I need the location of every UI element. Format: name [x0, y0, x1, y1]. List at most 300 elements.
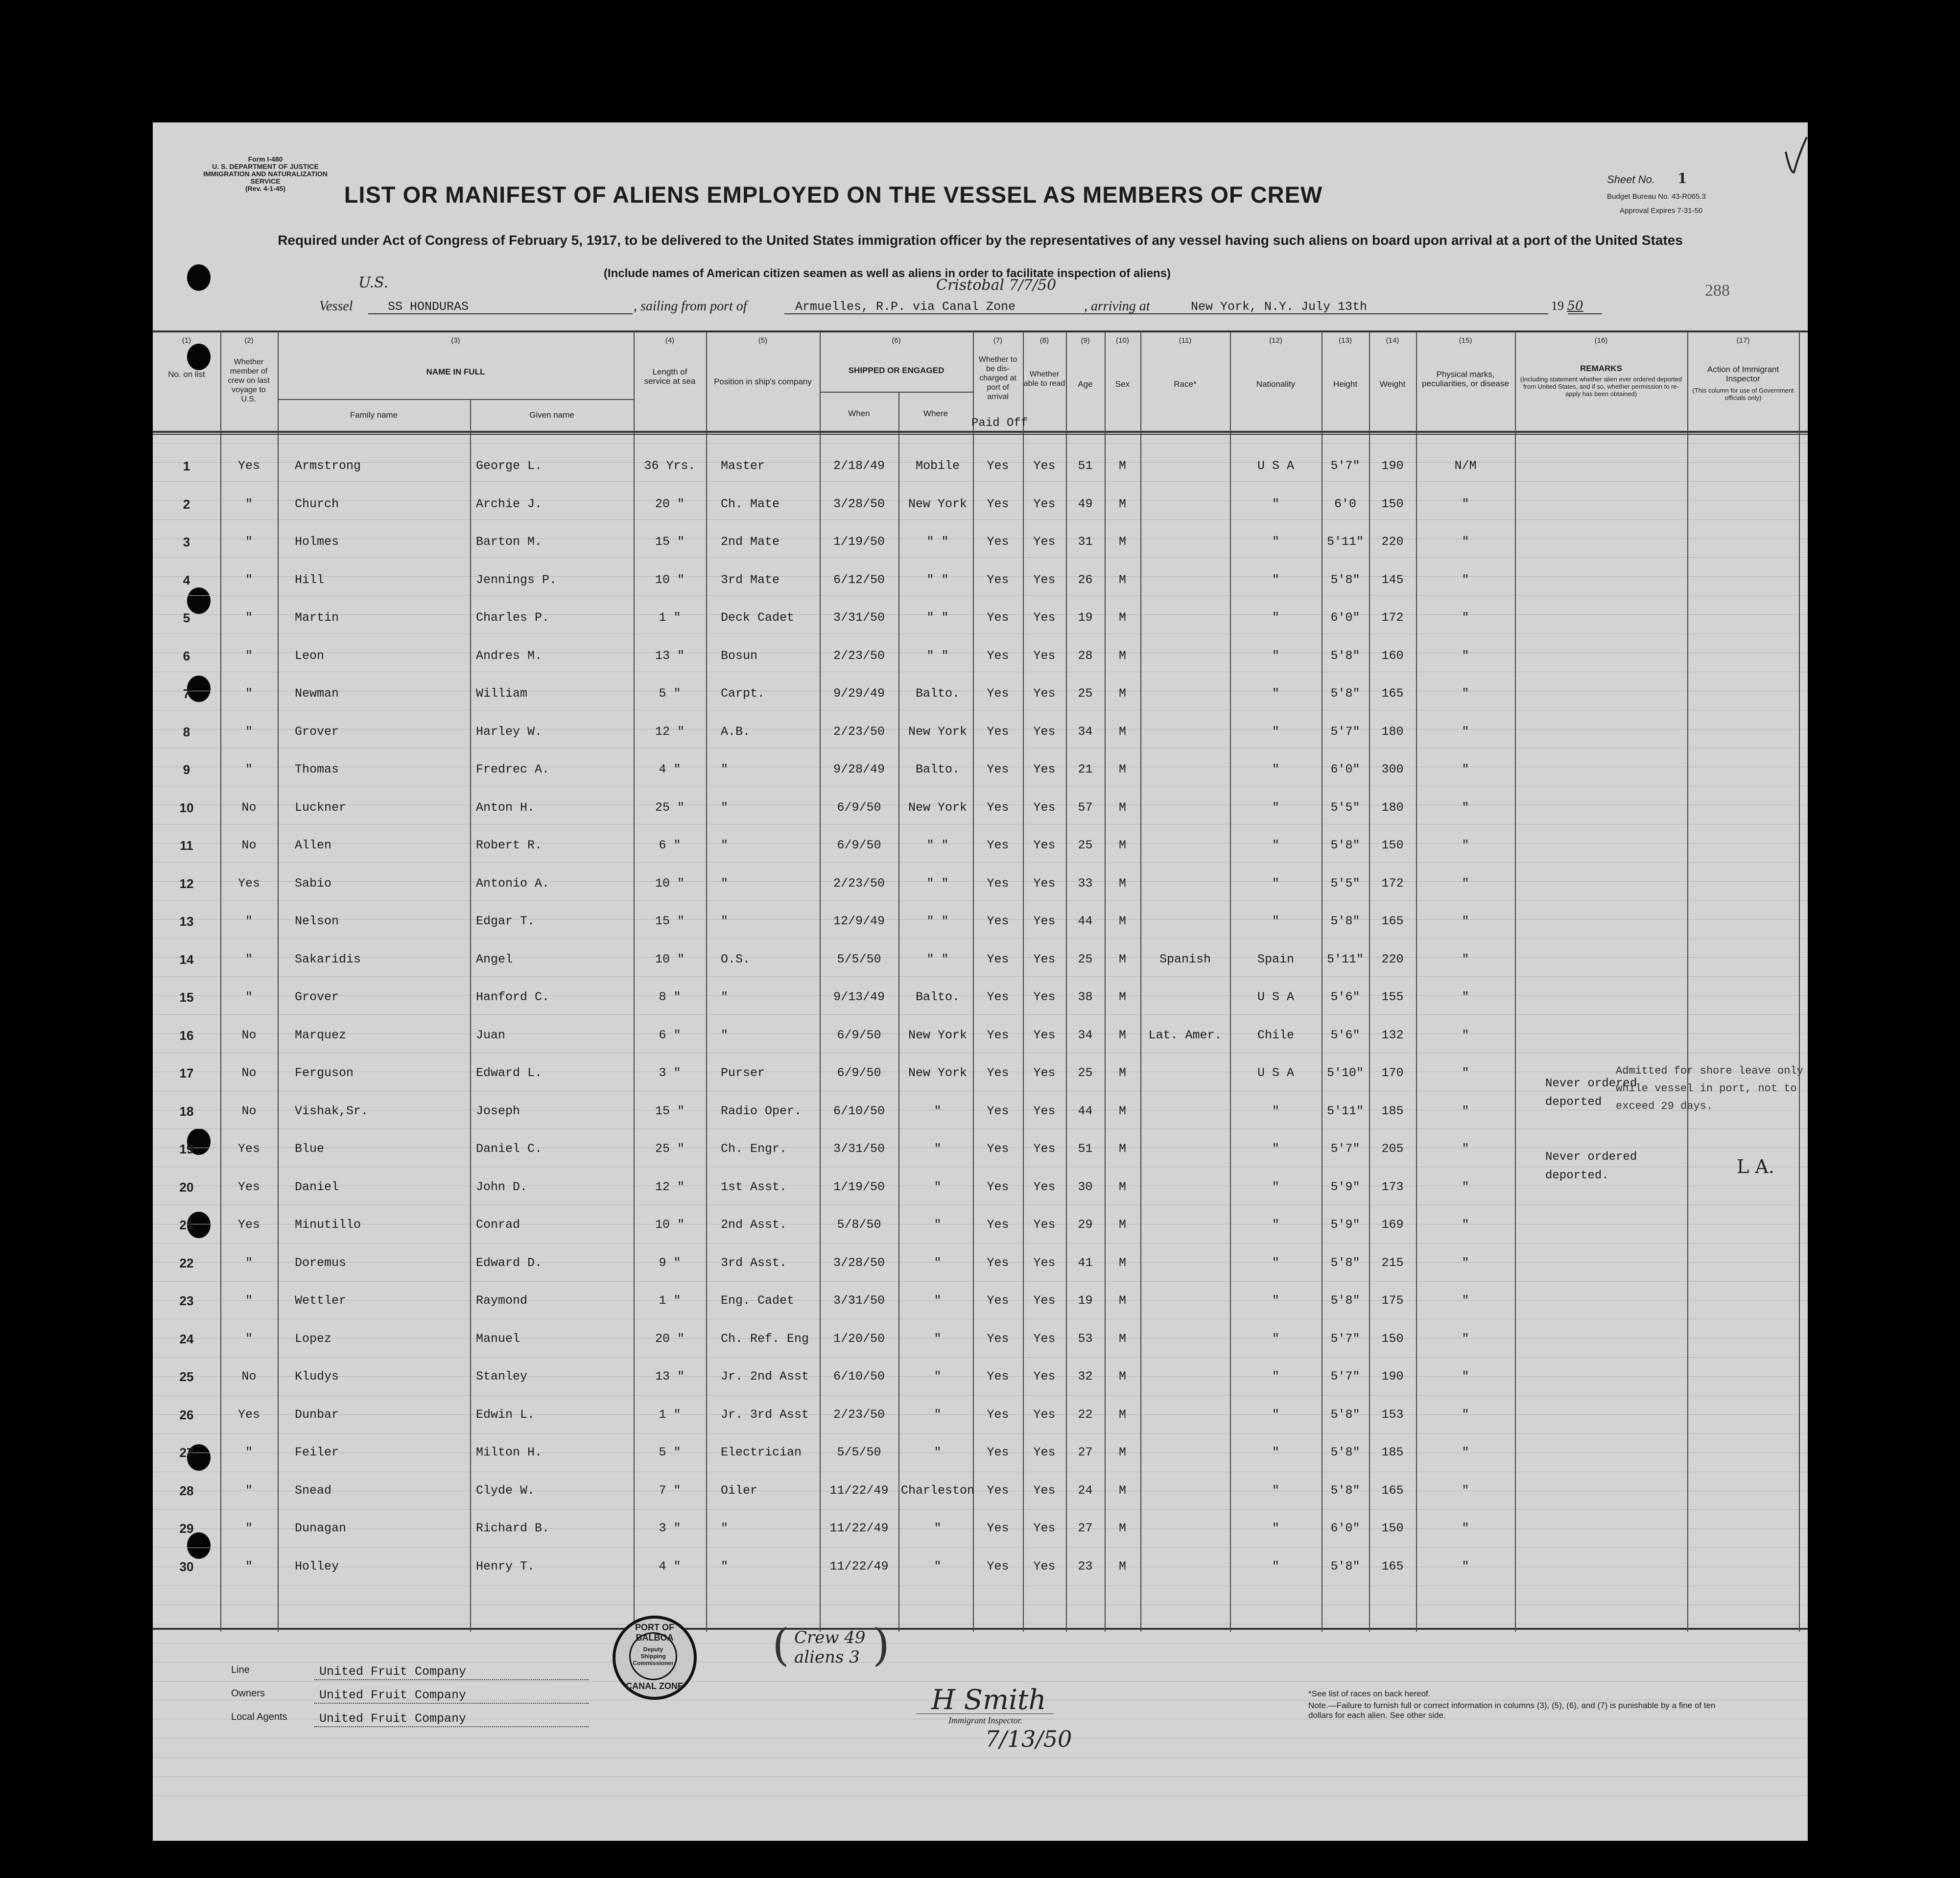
cell-sex: M	[1118, 1218, 1126, 1232]
arriving-label: , arriving at	[1084, 299, 1150, 314]
cell-shipped-when: 3/28/50	[833, 1255, 885, 1270]
col8-number: (8)	[1039, 336, 1049, 345]
col9-heading: Age	[1078, 379, 1093, 389]
cell-height: 5'8"	[1330, 1407, 1360, 1422]
row-rule	[153, 1662, 1808, 1663]
cell-discharged: Yes	[987, 648, 1009, 663]
cell-sex: M	[1118, 686, 1126, 701]
cell-position: Jr. 2nd Asst	[721, 1369, 809, 1384]
row-rule	[153, 481, 1808, 482]
cell-nationality: "	[1272, 1407, 1279, 1422]
cell-age: 34	[1078, 724, 1093, 739]
cell-height: 5'5"	[1330, 876, 1360, 891]
cell-family-name: Feiler	[295, 1445, 339, 1459]
cell-position: O.S.	[721, 952, 751, 966]
cell-family-name: Luckner	[295, 800, 347, 815]
cell-height: 5'9"	[1330, 1179, 1360, 1194]
cell-previous-voyage: "	[245, 686, 253, 701]
cell-nationality: U S A	[1257, 990, 1294, 1004]
cell-able-to-read: Yes	[1033, 1521, 1056, 1535]
cell-nationality: "	[1272, 1103, 1279, 1118]
cell-service-length: 20 "	[655, 1331, 685, 1346]
cell-shipped-where: "	[934, 1142, 942, 1156]
cell-able-to-read: Yes	[1033, 990, 1056, 1004]
cell-family-name: Minutillo	[295, 1218, 361, 1232]
cell-given-name: Barton M.	[476, 535, 543, 549]
cell-family-name: Holley	[295, 1559, 339, 1573]
cell-height: 5'7"	[1330, 1369, 1360, 1384]
col17-number: (17)	[1736, 336, 1750, 345]
cell-shipped-when: 3/31/50	[833, 1142, 885, 1156]
col-separator	[973, 330, 974, 1632]
cell-given-name: Antonio A.	[476, 876, 550, 891]
cell-height: 5'6"	[1330, 1028, 1360, 1042]
cell-given-name: Edgar T.	[476, 914, 535, 928]
crew-note-line2: aliens 3	[794, 1647, 860, 1667]
cell-service-length: 6 "	[659, 838, 681, 852]
cell-service-length: 6 "	[659, 1028, 681, 1042]
form-revision: (Rev. 4-1-45)	[245, 185, 286, 192]
cell-weight: 153	[1381, 1407, 1404, 1422]
cell-position: "	[721, 914, 729, 928]
cell-shipped-when: 2/18/49	[833, 459, 885, 473]
cell-able-to-read: Yes	[1033, 1445, 1056, 1459]
cell-previous-voyage: No	[241, 1103, 257, 1118]
row-rule	[153, 1281, 1808, 1282]
cell-sex: M	[1118, 1369, 1126, 1384]
cell-shipped-where: " "	[926, 572, 949, 587]
cell-sex: M	[1118, 1407, 1126, 1422]
cell-physical-marks: "	[1462, 1103, 1469, 1118]
cell-shipped-when: 6/12/50	[833, 572, 885, 587]
cell-family-name: Doremus	[295, 1255, 347, 1270]
cell-previous-voyage: No	[241, 800, 257, 815]
cell-nationality: "	[1272, 1521, 1279, 1535]
cell-position: 3rd Mate	[721, 572, 780, 587]
cell-family-name: Nelson	[295, 914, 339, 928]
cell-family-name: Hill	[295, 572, 325, 587]
cell-age: 28	[1078, 648, 1093, 663]
cell-shipped-where: Balto.	[915, 990, 960, 1004]
cell-service-length: 15 "	[655, 535, 685, 549]
inspector-signature: H Smith	[931, 1684, 1046, 1716]
line-value: United Fruit Company	[319, 1665, 467, 1679]
cell-discharged: Yes	[987, 1521, 1009, 1535]
given-name-heading: Given name	[529, 410, 574, 420]
owners-value: United Fruit Company	[319, 1688, 467, 1702]
cell-age: 23	[1078, 1559, 1093, 1573]
cell-given-name: Harley W.	[476, 724, 543, 739]
cell-shipped-when: 6/9/50	[837, 800, 881, 815]
cell-weight: 220	[1381, 535, 1404, 549]
cell-weight: 150	[1381, 838, 1404, 852]
cell-shipped-where: New York	[908, 496, 968, 511]
cell-shipped-where: " "	[926, 838, 949, 852]
cell-sex: M	[1118, 990, 1126, 1004]
cell-able-to-read: Yes	[1033, 459, 1056, 473]
cell-sex: M	[1118, 876, 1126, 891]
cell-family-name: Thomas	[295, 762, 339, 776]
cell-service-length: 1 "	[659, 1293, 681, 1308]
cell-physical-marks: "	[1462, 1521, 1469, 1535]
form-number: Form I-480	[248, 155, 283, 163]
stamp-top-text: PORT OF BALBOA	[635, 1622, 674, 1643]
cell-service-length: 9 "	[659, 1255, 681, 1270]
row-rule	[153, 938, 1808, 939]
year-underline	[1568, 313, 1602, 314]
cell-discharged: Yes	[987, 572, 1009, 587]
cell-discharged: Yes	[987, 952, 1009, 966]
cell-physical-marks: "	[1462, 1559, 1469, 1573]
row-number: 12	[179, 876, 194, 891]
cell-age: 19	[1078, 610, 1093, 625]
cell-given-name: Henry T.	[476, 1559, 535, 1573]
cell-able-to-read: Yes	[1033, 876, 1056, 891]
cell-height: 5'7"	[1330, 724, 1360, 739]
cell-age: 27	[1078, 1445, 1093, 1459]
cell-nationality: "	[1272, 1369, 1279, 1384]
cell-previous-voyage: No	[241, 1369, 257, 1384]
cell-height: 5'11"	[1326, 535, 1364, 549]
cell-position: "	[721, 1521, 729, 1535]
cell-nationality: "	[1272, 914, 1279, 928]
table-row	[153, 1559, 1808, 1579]
col13-heading: Height	[1333, 379, 1358, 389]
document-subtitle: Required under Act of Congress of February 5, 1917, to be delivered to the United States immigration officer by the representatives of any vessel having such aliens on board upon arrival at a port of the United States	[278, 233, 1683, 248]
cell-sex: M	[1118, 838, 1126, 852]
col-separator	[1066, 330, 1067, 1632]
cell-service-length: 7 "	[659, 1483, 681, 1498]
cell-discharged: Yes	[987, 838, 1009, 852]
cell-previous-voyage: "	[245, 1255, 253, 1270]
stamp-bottom-text: CANAL ZONE	[626, 1681, 684, 1691]
cell-family-name: Grover	[295, 724, 339, 739]
cell-nationality: "	[1272, 1483, 1279, 1498]
cell-given-name: George L.	[476, 459, 543, 473]
row-rule	[153, 900, 1808, 901]
cell-shipped-where: "	[934, 1255, 942, 1270]
row-number: 20	[179, 1179, 194, 1195]
col4-number: (4)	[665, 336, 675, 345]
cell-age: 25	[1078, 838, 1093, 852]
cell-shipped-where: " "	[926, 648, 949, 663]
cell-height: 5'7"	[1330, 1142, 1360, 1156]
cell-previous-voyage: "	[245, 762, 253, 776]
cell-shipped-where: Charleston	[900, 1483, 975, 1498]
cell-previous-voyage: "	[245, 914, 253, 928]
cell-shipped-where: "	[934, 1521, 942, 1535]
cell-nationality: "	[1272, 724, 1279, 739]
cell-shipped-where: "	[934, 1559, 942, 1573]
cell-shipped-where: " "	[926, 952, 949, 966]
cell-physical-marks: "	[1462, 1255, 1469, 1270]
cell-nationality: Spain	[1257, 952, 1294, 966]
row-rule	[153, 1433, 1808, 1434]
cell-previous-voyage: No	[241, 1066, 257, 1080]
cell-previous-voyage: Yes	[237, 876, 260, 891]
cell-nationality: "	[1272, 838, 1279, 852]
cell-age: 27	[1078, 1521, 1093, 1535]
cell-shipped-where: New York	[908, 1028, 968, 1042]
cell-discharged: Yes	[987, 1103, 1009, 1118]
cell-given-name: Milton H.	[476, 1445, 543, 1459]
cell-able-to-read: Yes	[1033, 496, 1056, 511]
cell-shipped-when: 11/22/49	[829, 1521, 889, 1535]
col12-heading: Nationality	[1256, 379, 1296, 389]
cell-service-length: 4 "	[659, 762, 681, 776]
cell-discharged: Yes	[987, 1255, 1009, 1270]
cell-position: 2nd Mate	[721, 535, 780, 549]
cell-weight: 172	[1381, 876, 1404, 891]
row-number: 10	[179, 800, 194, 815]
col1-number: (1)	[182, 336, 191, 345]
cell-previous-voyage: "	[245, 535, 253, 549]
cell-previous-voyage: Yes	[237, 1218, 260, 1232]
cell-age: 19	[1078, 1293, 1093, 1308]
cell-able-to-read: Yes	[1033, 1028, 1056, 1042]
cell-family-name: Leon	[295, 648, 325, 663]
cell-family-name: Sakaridis	[295, 952, 361, 966]
cell-service-length: 10 "	[655, 572, 685, 587]
table-row	[153, 838, 1808, 858]
cell-position: Purser	[721, 1066, 765, 1080]
cell-height: 5'8"	[1330, 648, 1360, 663]
cell-shipped-where: Balto.	[915, 762, 960, 776]
vessel-name: SS HONDURAS	[388, 300, 469, 314]
cell-physical-marks: N/M	[1454, 459, 1477, 473]
cell-previous-voyage: "	[245, 952, 253, 966]
row-rule	[153, 557, 1808, 558]
cell-previous-voyage: "	[245, 648, 253, 663]
cell-nationality: "	[1272, 535, 1279, 549]
cell-height: 5'11"	[1326, 1103, 1364, 1118]
cell-age: 25	[1078, 952, 1093, 966]
cell-shipped-where: " "	[926, 535, 949, 549]
row-number: 18	[179, 1103, 194, 1119]
cell-sex: M	[1118, 1142, 1126, 1156]
cell-discharged: Yes	[987, 610, 1009, 625]
cell-weight: 170	[1381, 1066, 1404, 1080]
cell-shipped-where: "	[934, 1369, 942, 1384]
agents-underline	[314, 1726, 589, 1727]
cell-position: "	[721, 876, 729, 891]
cell-sex: M	[1118, 914, 1126, 928]
row-number: 8	[183, 724, 190, 739]
col5-heading: Position in ship's company	[714, 377, 812, 386]
row-number: 4	[183, 572, 190, 587]
col14-heading: Weight	[1379, 379, 1406, 389]
cell-weight: 145	[1381, 572, 1404, 587]
table-row	[153, 1369, 1808, 1389]
cell-given-name: Archie J.	[476, 496, 543, 511]
cell-physical-marks: "	[1462, 914, 1469, 928]
row-number: 19	[179, 1142, 194, 1156]
crew-table	[153, 330, 1808, 1632]
cell-shipped-when: 5/5/50	[837, 952, 881, 966]
cell-sex: M	[1118, 1103, 1126, 1118]
cell-position: Ch. Engr.	[721, 1142, 787, 1156]
col15-heading: Physical marks, peculiarities, or disease	[1422, 370, 1509, 388]
vessel-handwritten: U.S.	[358, 274, 389, 291]
cell-nationality: "	[1272, 572, 1279, 587]
cell-given-name: Daniel C.	[476, 1142, 543, 1156]
cell-shipped-where: "	[934, 1293, 942, 1308]
cell-position: "	[721, 838, 729, 852]
cell-physical-marks: "	[1462, 1028, 1469, 1042]
cell-discharged: Yes	[987, 800, 1009, 815]
manifest-sheet	[153, 122, 1808, 1841]
col-separator	[278, 330, 279, 1632]
cell-sex: M	[1118, 648, 1126, 663]
cell-able-to-read: Yes	[1033, 1369, 1056, 1384]
col-separator	[1416, 330, 1417, 1632]
cell-family-name: Blue	[295, 1142, 325, 1156]
cell-physical-marks: "	[1462, 1218, 1469, 1232]
cell-nationality: U S A	[1257, 1066, 1294, 1080]
cell-family-name: Wettler	[295, 1293, 347, 1308]
cell-given-name: Anton H.	[476, 800, 535, 815]
cell-age: 25	[1078, 686, 1093, 701]
row-number: 24	[179, 1331, 194, 1346]
cell-service-length: 13 "	[655, 1369, 685, 1384]
cell-nationality: "	[1272, 1293, 1279, 1308]
cell-sex: M	[1118, 1028, 1126, 1042]
row-number: 17	[179, 1066, 194, 1080]
cell-nationality: "	[1272, 876, 1279, 891]
cell-discharged: Yes	[987, 1445, 1009, 1459]
cell-able-to-read: Yes	[1033, 1559, 1056, 1573]
cell-weight: 150	[1381, 1331, 1404, 1346]
year-label	[1551, 299, 1583, 313]
row-number: 16	[179, 1028, 194, 1043]
table-row	[153, 952, 1808, 972]
document-note: (Include names of American citizen seamen as well as aliens in order to facilitate inspection of aliens)	[603, 267, 1171, 280]
cell-previous-voyage: "	[245, 1559, 253, 1573]
cell-age: 51	[1078, 1142, 1093, 1156]
row-number: 27	[179, 1445, 194, 1460]
cell-height: 5'8"	[1330, 572, 1360, 587]
sailing-label: , sailing from port of	[634, 299, 747, 314]
cell-weight: 180	[1381, 724, 1404, 739]
cell-family-name: Vishak,Sr.	[295, 1103, 369, 1118]
cell-shipped-where: "	[934, 1218, 942, 1232]
cell-family-name: Lopez	[295, 1331, 332, 1346]
cell-shipped-when: 11/22/49	[829, 1483, 889, 1498]
cell-able-to-read: Yes	[1033, 686, 1056, 701]
cell-position: Deck Cadet	[721, 610, 795, 625]
row-number: 15	[179, 990, 194, 1005]
cell-previous-voyage: "	[245, 496, 253, 511]
cell-shipped-when: 1/20/50	[833, 1331, 885, 1346]
cell-physical-marks: "	[1462, 686, 1469, 701]
cell-physical-marks: "	[1462, 1369, 1469, 1384]
paid-off-typed: Paid Off	[971, 417, 1028, 430]
table-row	[153, 876, 1808, 896]
cell-height: 5'8"	[1330, 1255, 1360, 1270]
cell-shipped-when: 6/9/50	[837, 838, 881, 852]
cell-position: Eng. Cadet	[721, 1293, 795, 1308]
cell-nationality: "	[1272, 762, 1279, 776]
cell-height: 5'9"	[1330, 1218, 1360, 1232]
cell-age: 21	[1078, 762, 1093, 776]
cell-shipped-when: 11/22/49	[829, 1559, 889, 1573]
action-row16: L A.	[1737, 1156, 1774, 1177]
row-rule	[153, 1757, 1808, 1758]
table-row	[153, 573, 1808, 592]
family-name-heading: Family name	[350, 410, 398, 420]
document-title: LIST OR MANIFEST OF ALIENS EMPLOYED ON THE VESSEL AS MEMBERS OF CREW	[344, 182, 1323, 208]
cell-given-name: Manuel	[476, 1331, 520, 1346]
cell-position: "	[721, 762, 729, 776]
table-row	[153, 800, 1808, 820]
col-separator	[820, 330, 821, 1632]
col16-number: (16)	[1594, 336, 1608, 345]
cell-physical-marks: "	[1462, 876, 1469, 891]
cell-family-name: Armstrong	[295, 459, 361, 473]
cell-race: Lat. Amer.	[1148, 1028, 1222, 1042]
cell-family-name: Sabio	[295, 876, 332, 891]
cell-given-name: Juan	[476, 1028, 506, 1042]
sailing-port: Armuelles, R.P. via Canal Zone	[795, 300, 1016, 314]
cell-height: 6'0"	[1330, 1521, 1360, 1535]
cell-discharged: Yes	[987, 1066, 1009, 1080]
cell-family-name: Dunagan	[295, 1521, 347, 1535]
cell-service-length: 15 "	[655, 1103, 685, 1118]
col11-number: (11)	[1179, 336, 1192, 345]
cell-shipped-when: 3/31/50	[833, 610, 885, 625]
cell-shipped-when: 3/28/50	[833, 496, 885, 511]
cell-shipped-where: " "	[926, 876, 949, 891]
cell-position: A.B.	[721, 724, 751, 739]
col-separator	[1515, 330, 1516, 1632]
cell-position: Radio Oper.	[721, 1103, 802, 1118]
cell-able-to-read: Yes	[1033, 1255, 1056, 1270]
row-rule	[153, 519, 1808, 520]
row-rule	[153, 1357, 1808, 1358]
line-label: Line	[231, 1665, 250, 1675]
cell-weight: 185	[1381, 1103, 1404, 1118]
cell-able-to-read: Yes	[1033, 1293, 1056, 1308]
cell-nationality: "	[1272, 1218, 1279, 1232]
row-rule	[153, 1243, 1808, 1244]
form-service: IMMIGRATION AND NATURALIZATION SERVICE	[203, 170, 328, 185]
cell-physical-marks: "	[1462, 800, 1469, 815]
cell-previous-voyage: Yes	[237, 1142, 260, 1156]
cell-shipped-when: 2/23/50	[833, 876, 885, 891]
owners-label: Owners	[231, 1688, 265, 1699]
cell-family-name: Grover	[295, 990, 339, 1004]
cell-shipped-when: 9/13/49	[833, 990, 885, 1004]
name-header-sep	[278, 399, 634, 400]
cell-previous-voyage: No	[241, 1028, 257, 1042]
cell-position: 3rd Asst.	[721, 1255, 787, 1270]
cell-age: 49	[1078, 496, 1093, 511]
cell-shipped-when: 9/29/49	[833, 686, 885, 701]
cell-height: 6'0"	[1330, 610, 1360, 625]
cell-position: Electrician	[721, 1445, 802, 1459]
year-prefix: 19	[1551, 299, 1564, 313]
cell-nationality: "	[1272, 1445, 1279, 1459]
cell-service-length: 3 "	[659, 1521, 681, 1535]
cell-sex: M	[1118, 535, 1126, 549]
cell-sex: M	[1118, 496, 1126, 511]
cell-previous-voyage: "	[245, 1483, 253, 1498]
cell-discharged: Yes	[987, 686, 1009, 701]
cell-position: Carpt.	[721, 686, 765, 701]
cell-shipped-when: 9/28/49	[833, 762, 885, 776]
cell-weight: 300	[1381, 762, 1404, 776]
table-row	[153, 1483, 1808, 1503]
